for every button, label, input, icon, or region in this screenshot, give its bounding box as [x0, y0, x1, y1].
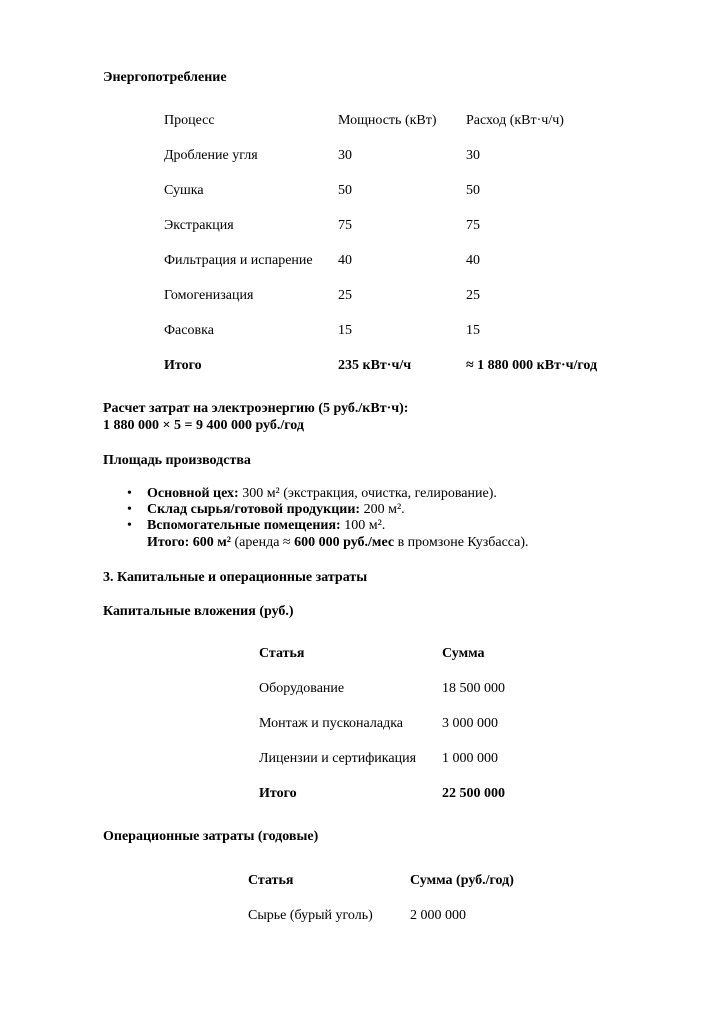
energy-calc-title: Расчет затрат на электроэнергию (5 руб./кВт·ч): [103, 401, 409, 416]
capex-heading: Капитальные вложения (руб.) [103, 604, 294, 619]
list-item: • Склад сырья/готовой продукции: 200 м². [127, 502, 405, 517]
area-total: Итого: 600 м² (аренда ≈ 600 000 руб./мес в промзоне Кузбасса). [147, 535, 529, 550]
energy-heading: Энергопотребление [103, 70, 227, 85]
list-item: • Основной цех: 300 м² (экстракция, очистка, гелирование). [127, 486, 497, 501]
area-heading: Площадь производства [103, 453, 251, 468]
header-cell: Расход (кВт·ч/ч) [466, 113, 564, 128]
opex-heading: Операционные затраты (годовые) [103, 829, 319, 844]
energy-calc-value: 1 880 000 × 5 = 9 400 000 руб./год [103, 418, 304, 433]
section-3-heading: 3. Капитальные и операционные затраты [103, 570, 368, 585]
header-cell: Мощность (кВт) [338, 113, 437, 128]
list-item: • Вспомогательные помещения: 100 м². [127, 518, 386, 533]
header-cell: Процесс [164, 113, 215, 128]
